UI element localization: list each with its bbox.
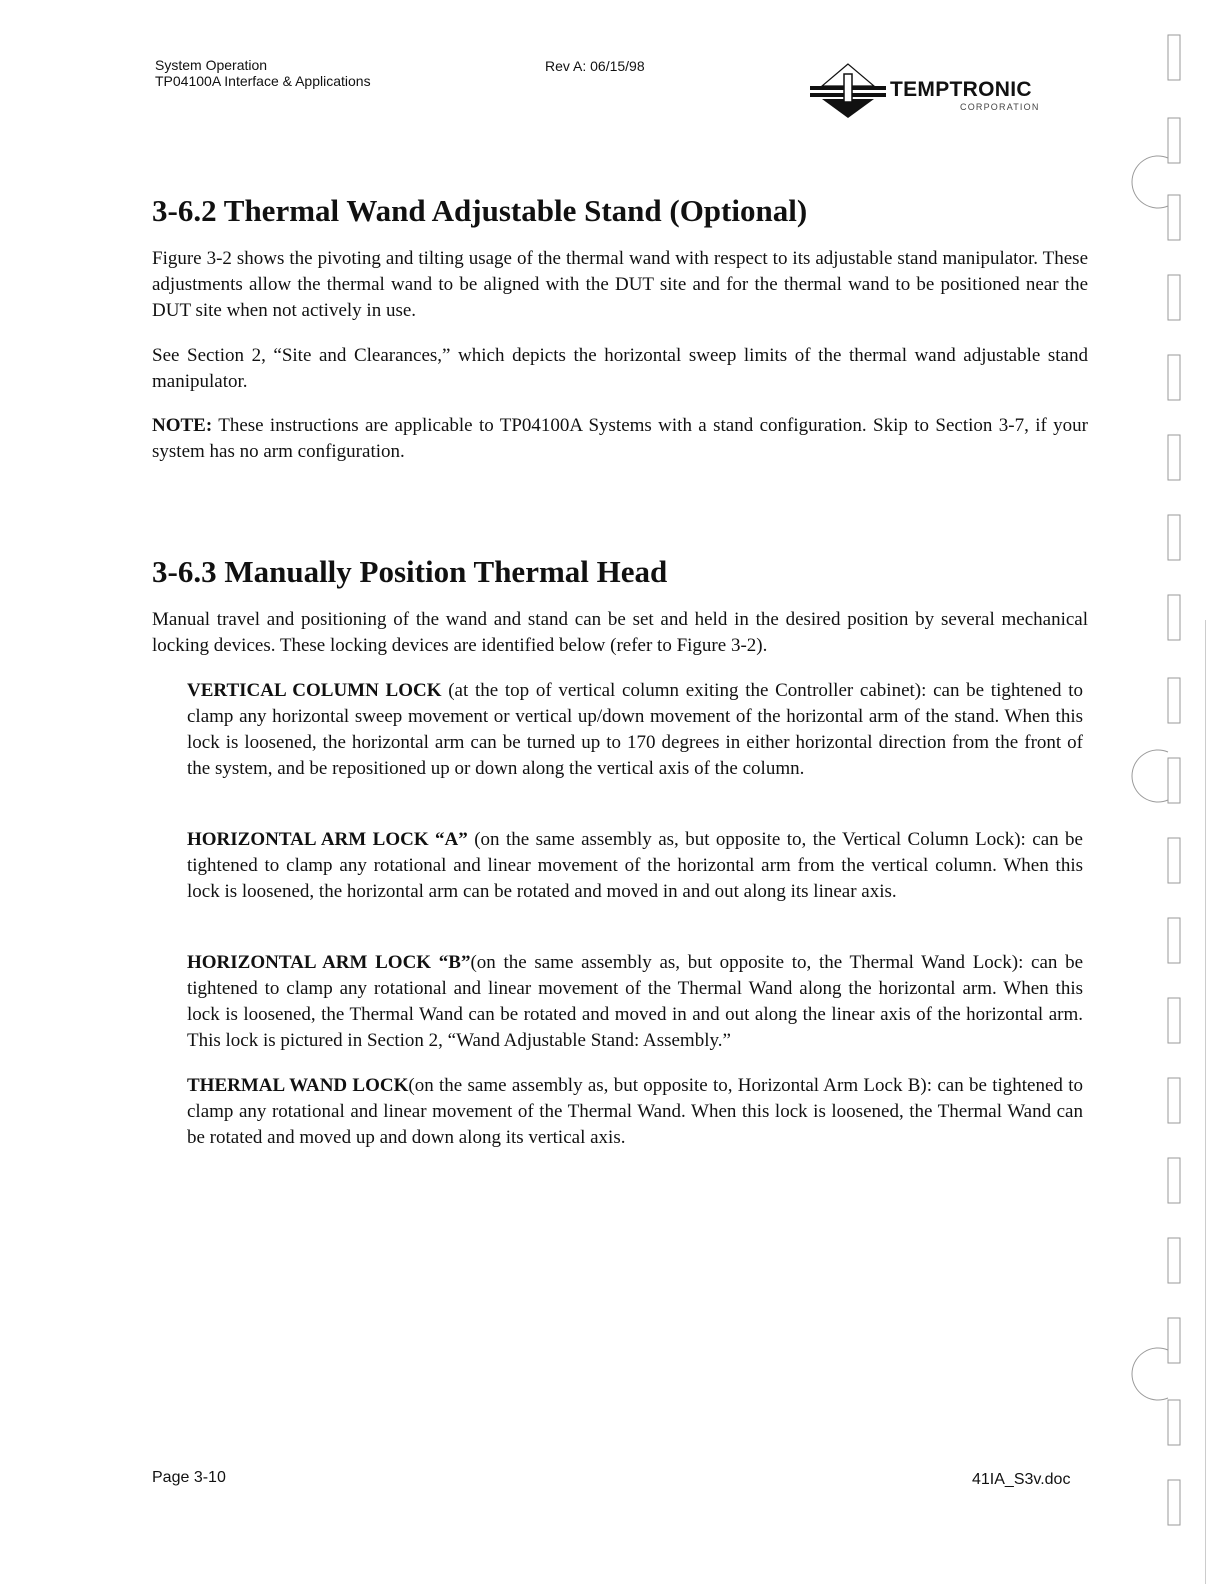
note-paragraph xyxy=(152,413,1088,465)
header-section-title: System Operation xyxy=(155,57,268,73)
footer-filename: 41IA_S3v.doc xyxy=(972,1471,1071,1488)
lock-item-horizontal-arm-a xyxy=(187,827,1083,905)
company-logo xyxy=(808,62,1058,122)
paragraph: Figure 3-2 shows the pivoting and tilting usage of the thermal wand with respect to its adjustable stand manipulator. These adjustments allow the thermal wand to be aligned with the DUT site and for the thermal wand to be positioned near the DUT site when not actively in use. xyxy=(152,248,1088,321)
lock-item-vertical-column xyxy=(187,678,1083,782)
lock-item-horizontal-arm-b xyxy=(187,950,1083,1054)
logo-name: TEMPTRONIC xyxy=(890,78,1032,101)
binder-tabs-decoration xyxy=(1120,0,1224,1584)
logo-subtitle: CORPORATION xyxy=(960,102,1040,112)
lock-description: (on the same assembly as, but opposite to, the Vertical Column Lock): can be tightened to clamp any rotational and linear movement of the horizontal arm from the vertical column. When this lock is loosened, the horizontal arm can be rotated and moved in and out along its linear axis. xyxy=(187,829,1083,902)
scan-edge-line xyxy=(1205,620,1206,1584)
paragraph: See Section 2, “Site and Clearances,” which depicts the horizontal sweep limits of the thermal wand adjustable stand manipulator. xyxy=(152,345,1088,392)
note-label: NOTE: xyxy=(152,415,213,436)
lock-description: (on the same assembly as, but opposite to, Horizontal Arm Lock B): can be tightened to clamp any rotational and linear movement of the Thermal Wand. When this lock is loosened, the Thermal Wand can be rotated and moved up and down along its vertical axis. xyxy=(187,1075,1083,1148)
lock-label: HORIZONTAL ARM LOCK “B” xyxy=(187,952,471,973)
lock-label: HORIZONTAL ARM LOCK “A” xyxy=(187,829,468,850)
lock-description: (on the same assembly as, but opposite to, the Thermal Wand Lock): can be tightened to clamp any rotational and linear movement of the Thermal Wand along the horizontal arm. When this lock is loosened, the Thermal Wand can be rotated and moved in and out along the linear axis of the horizontal arm. This lock is pictured in Section 2, “Wand Adjustable Stand: Assembly.” xyxy=(187,952,1084,1051)
lock-item-thermal-wand xyxy=(187,1073,1083,1151)
header-left xyxy=(155,57,371,89)
paragraph: Manual travel and positioning of the wand and stand can be set and held in the desired position by several mechanical locking devices. These locking devices are identified below (refer to Figure 3-2). xyxy=(152,609,1088,656)
section-heading-3-6-2: 3-6.2 Thermal Wand Adjustable Stand (Optional) xyxy=(152,193,808,228)
lock-label: THERMAL WAND LOCK xyxy=(187,1075,409,1096)
header-revision: Rev A: 06/15/98 xyxy=(545,58,645,74)
section-heading-3-6-3: 3-6.3 Manually Position Thermal Head xyxy=(152,554,668,589)
note-text: These instructions are applicable to TP04100A Systems with a stand configuration. Skip to Section 3-7, if your system has no arm configuration. xyxy=(152,415,1088,462)
lock-description: (at the top of vertical column exiting the Controller cabinet): can be tightened to clamp any horizontal sweep movement or vertical up/down movement of the horizontal arm of the stand. When this lock is loosened, the horizontal arm can be turned up to 170 degrees in either horizontal direction from the front of the system, and be repositioned up or down along the vertical axis of the column. xyxy=(187,680,1083,779)
lock-label: VERTICAL COLUMN LOCK xyxy=(187,680,442,701)
footer-page-number: Page 3-10 xyxy=(152,1469,226,1486)
temptronic-logo-icon xyxy=(808,62,888,120)
header-doc-title: TP04100A Interface & Applications xyxy=(155,73,371,89)
